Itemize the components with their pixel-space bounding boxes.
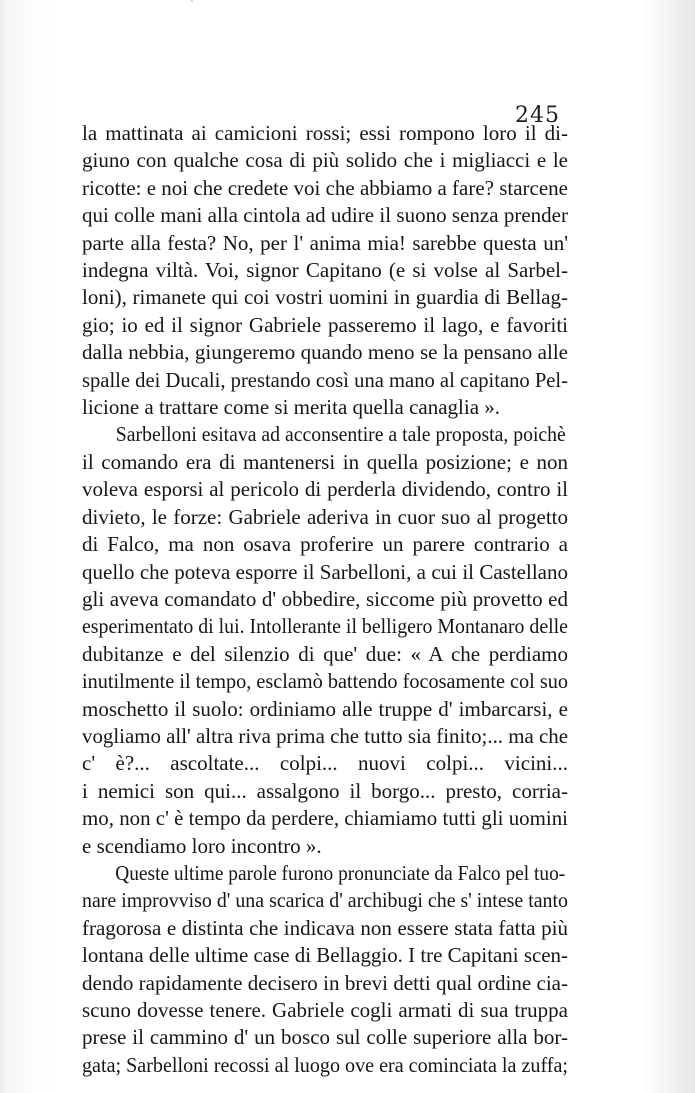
text-line: gio; io ed il signor Gabriele passeremo il lago, e favoriti: [82, 312, 568, 337]
text-line: scuno dovesse tenere. Gabriele cogli armati di sua truppa: [82, 998, 568, 1022]
text-line: dalla nebbia, giungeremo quando meno se la pensano alle: [82, 340, 568, 365]
text-line: indegna viltà. Voi, signor Capitano (e si volse al Sarbel-: [82, 258, 568, 283]
text-line: loni), rimanete qui coi vostri uomini in guardia di Bellag-: [82, 285, 568, 310]
text-line: i nemici son qui... assalgono il borgo... presto, corria-: [82, 778, 568, 803]
body-text: [82, 120, 568, 1079]
text-line: di Falco, ma non osava proferire un parere contrario a: [82, 532, 568, 557]
text-line: spalle dei Ducali, prestando così una mano al capitano Pel-: [82, 367, 568, 392]
corner-speck: `: [190, 0, 195, 11]
text-line: qui colle mani alla cintola ad udire il suono senza prender: [82, 203, 568, 228]
text-line: lontana delle ultime case di Bellaggio. I tre Capitani scen-: [82, 943, 568, 968]
text-line: Queste ultime parole furono pronunciate da Falco pel tuo-: [115, 860, 566, 885]
text-line: la mattinata ai camicioni rossi; essi rompono loro il di-: [82, 121, 568, 145]
text-line: dubitanze e del silenzio di que' due: « A che perdiamo: [82, 641, 568, 666]
text-line: vogliamo all' altra riva prima che tutto sia finito;... ma che: [82, 723, 568, 748]
page-number: 245: [515, 103, 560, 128]
text-line: nare improvviso d' una scarica d' archibugi che s' intese tanto: [82, 888, 568, 913]
text-line: fragorosa e distinta che indicava non essere stata fatta più: [82, 915, 568, 940]
text-line: gli aveva comandato d' obbedire, siccome più provetto ed: [82, 586, 568, 611]
text-line: divieto, le forze: Gabriele aderiva in cuor suo al progetto: [82, 504, 568, 529]
text-line: giuno con qualche cosa di più solido che i migliacci e le: [82, 148, 568, 173]
text-line: c' è?... ascoltate... colpi... nuovi colpi... vicini...: [82, 751, 568, 776]
paragraph-3: [82, 860, 568, 1079]
text-line: prese il cammino d' un bosco sul colle superiore alla bor-: [82, 1025, 568, 1050]
text-line: il comando era di mantenersi in quella posizione; e non: [82, 449, 568, 474]
text-line: ricotte: e noi che credete voi che abbiamo a fare? starcene: [82, 175, 568, 200]
text-line: licione a trattare come si merita quella canaglia ».: [82, 395, 501, 420]
text-line: Sarbelloni esitava ad acconsentire a tale proposta, poichè: [115, 422, 566, 447]
paragraph-2: [82, 421, 568, 860]
paragraph-1: [82, 120, 568, 421]
text-line: parte alla festa? No, per l' anima mia! sarebbe questa un': [82, 230, 568, 255]
text-line: mo, non c' è tempo da perdere, chiamiamo tutti gli uomini: [82, 806, 568, 831]
text-line: gata; Sarbelloni recossi al luogo ove era cominciata la zuffa;: [82, 1052, 568, 1077]
text-line: dendo rapidamente decisero in brevi detti qual ordine cia-: [82, 970, 568, 995]
text-line: voleva esporsi al pericolo di perderla dividendo, contro il: [82, 477, 568, 502]
text-line: quello che poteva esporre il Sarbelloni, a cui il Castellano: [82, 559, 568, 584]
text-line: moschetto il suolo: ordiniamo alle truppe d' imbarcarsi, e: [82, 696, 568, 721]
text-line: inutilmente il tempo, esclamò battendo focosamente col suo: [82, 669, 568, 694]
text-line: e scendiamo loro incontro ».: [82, 833, 322, 858]
text-line: esperimentato di lui. Intollerante il belligero Montanaro delle: [82, 614, 568, 639]
